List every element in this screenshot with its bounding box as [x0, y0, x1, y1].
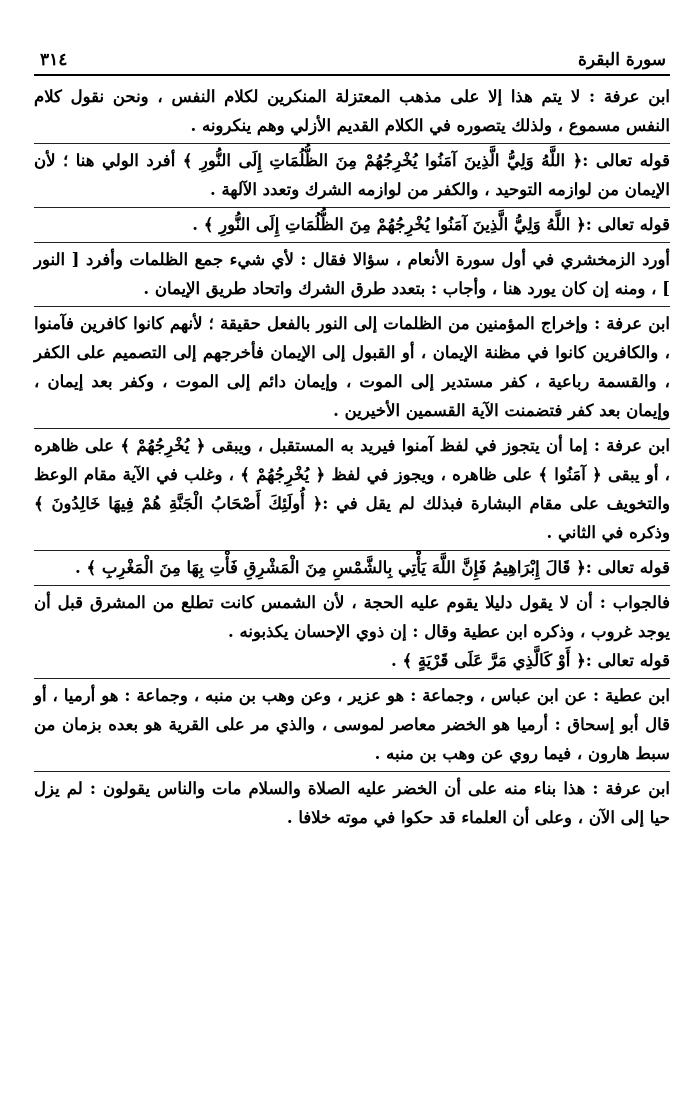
paragraph-divider — [34, 428, 670, 429]
paragraph-divider — [34, 771, 670, 772]
paragraph-divider — [34, 585, 670, 586]
page-number: ٣١٤ — [40, 50, 68, 70]
paragraph-divider — [34, 143, 670, 144]
paragraph: قوله تعالى :﴿ اللَّهُ وَلِيُّ الَّذِينَ آمَنُوا يُخْرِجُهُمْ مِنَ الظُّلُمَاتِ إِلَى النُّورِ ﴾ . — [192, 215, 670, 234]
paragraph-divider — [34, 207, 670, 208]
paragraph: ابن عرفة : لا يتم هذا إلا على مذهب المعتزلة المنكرين لكلام النفس ، ونحن نقول كلام النفس مسموع ، ولذلك يتصوره في الكلام القديم الأزلي وهم ينكرونه . — [34, 87, 670, 135]
paragraph-divider — [34, 306, 670, 307]
paragraph: أورد الزمخشري في أول سورة الأنعام ، سؤالا فقال : لأي شيء جمع الظلمات وأفرد [ النور ] ، ومنه إن كان يورد هنا ، وأجاب : بتعدد طرق الشرك واتحاد طريق الإيمان . — [34, 250, 670, 298]
paragraph: قوله تعالى :﴿ اللَّهُ وَلِيُّ الَّذِينَ آمَنُوا يُخْرِجُهُمْ مِنَ الظُّلُمَاتِ إِلَى النُّورِ ﴾ أفرد الولي هنا ؛ لأن الإيمان من لوازمه التوحيد ، والكفر من لوازمه الشرك وتعدد الآلهة . — [34, 151, 670, 199]
paragraph: ابن عرفة : هذا بناء منه على أن الخضر عليه الصلاة والسلام مات والناس يقولون : لم يزل حيا إلى الآن ، وعلى أن العلماء قد حكوا في موته خلافا . — [34, 779, 670, 827]
surah-title: سورة البقرة — [578, 50, 666, 70]
paragraph: قوله تعالى :﴿ أَوْ كَالَّذِي مَرَّ عَلَى قَرْيَةٍ ﴾ . — [391, 651, 670, 670]
paragraph: ابن عطية : عن ابن عباس ، وجماعة : هو عزير ، وعن وهب بن منبه ، وجماعة : هو أرميا ، أو قال أبو إسحاق : أرميا هو الخضر معاصر لموسى ، والذي مر على القرية هو بعده بزمان من سبط هارون ، فيما روي عن وهب بن منبه . — [34, 686, 670, 763]
paragraph: ابن عرفة : إما أن يتجوز في لفظ آمنوا فيريد به المستقبل ، ويبقى ﴿ يُخْرِجُهُمْ ﴾ على ظاهره ، أو يبقى ﴿ آمَنُوا ﴾ على ظاهره ، ويجوز في لفظ ﴿ يُخْرِجُهُمْ ﴾ ، وغلب في الآية مقام الوعظ والتخويف على مقام البشارة فبذلك لم يقل في :﴿ أُولَئِكَ أَصْحَابُ الْجَنَّةِ هُمْ فِيهَا خَالِدُونَ ﴾ وذكره في الثاني . — [34, 436, 670, 542]
book-page — [34, 46, 670, 1076]
paragraph-divider — [34, 550, 670, 551]
paragraph-divider — [34, 678, 670, 679]
page-header — [34, 46, 670, 76]
paragraph: ابن عرفة : وإخراج المؤمنين من الظلمات إلى النور بالفعل حقيقة ؛ لأنهم كانوا كافرين فآمنوا ، والكافرين كانوا في مظنة الإيمان ، أو القبول إلى الإيمان فأخرجهم إلى التصميم على الكفر ، والقسمة رباعية ، كفر مستدير إلى الموت ، وإيمان دائم إلى الموت ، وكفر بعد إيمان ، وإيمان بعد كفر فتضمنت الآية القسمين الأخيرين . — [34, 314, 670, 420]
paragraph: فالجواب : أن لا يقول دليلا يقوم عليه الحجة ، لأن الشمس كانت تطلع من المشرق قبل أن يوجد غروب ، وذكره ابن عطية وقال : إن ذوي الإحسان يكذبونه . — [34, 593, 670, 641]
paragraph: قوله تعالى :﴿ قَالَ إِبْرَاهِيمُ فَإِنَّ اللَّهَ يَأْتِي بِالشَّمْسِ مِنَ الْمَشْرِقِ فَأْتِ بِهَا مِنَ الْمَغْرِبِ ﴾ . — [74, 558, 670, 577]
paragraph-divider — [34, 242, 670, 243]
